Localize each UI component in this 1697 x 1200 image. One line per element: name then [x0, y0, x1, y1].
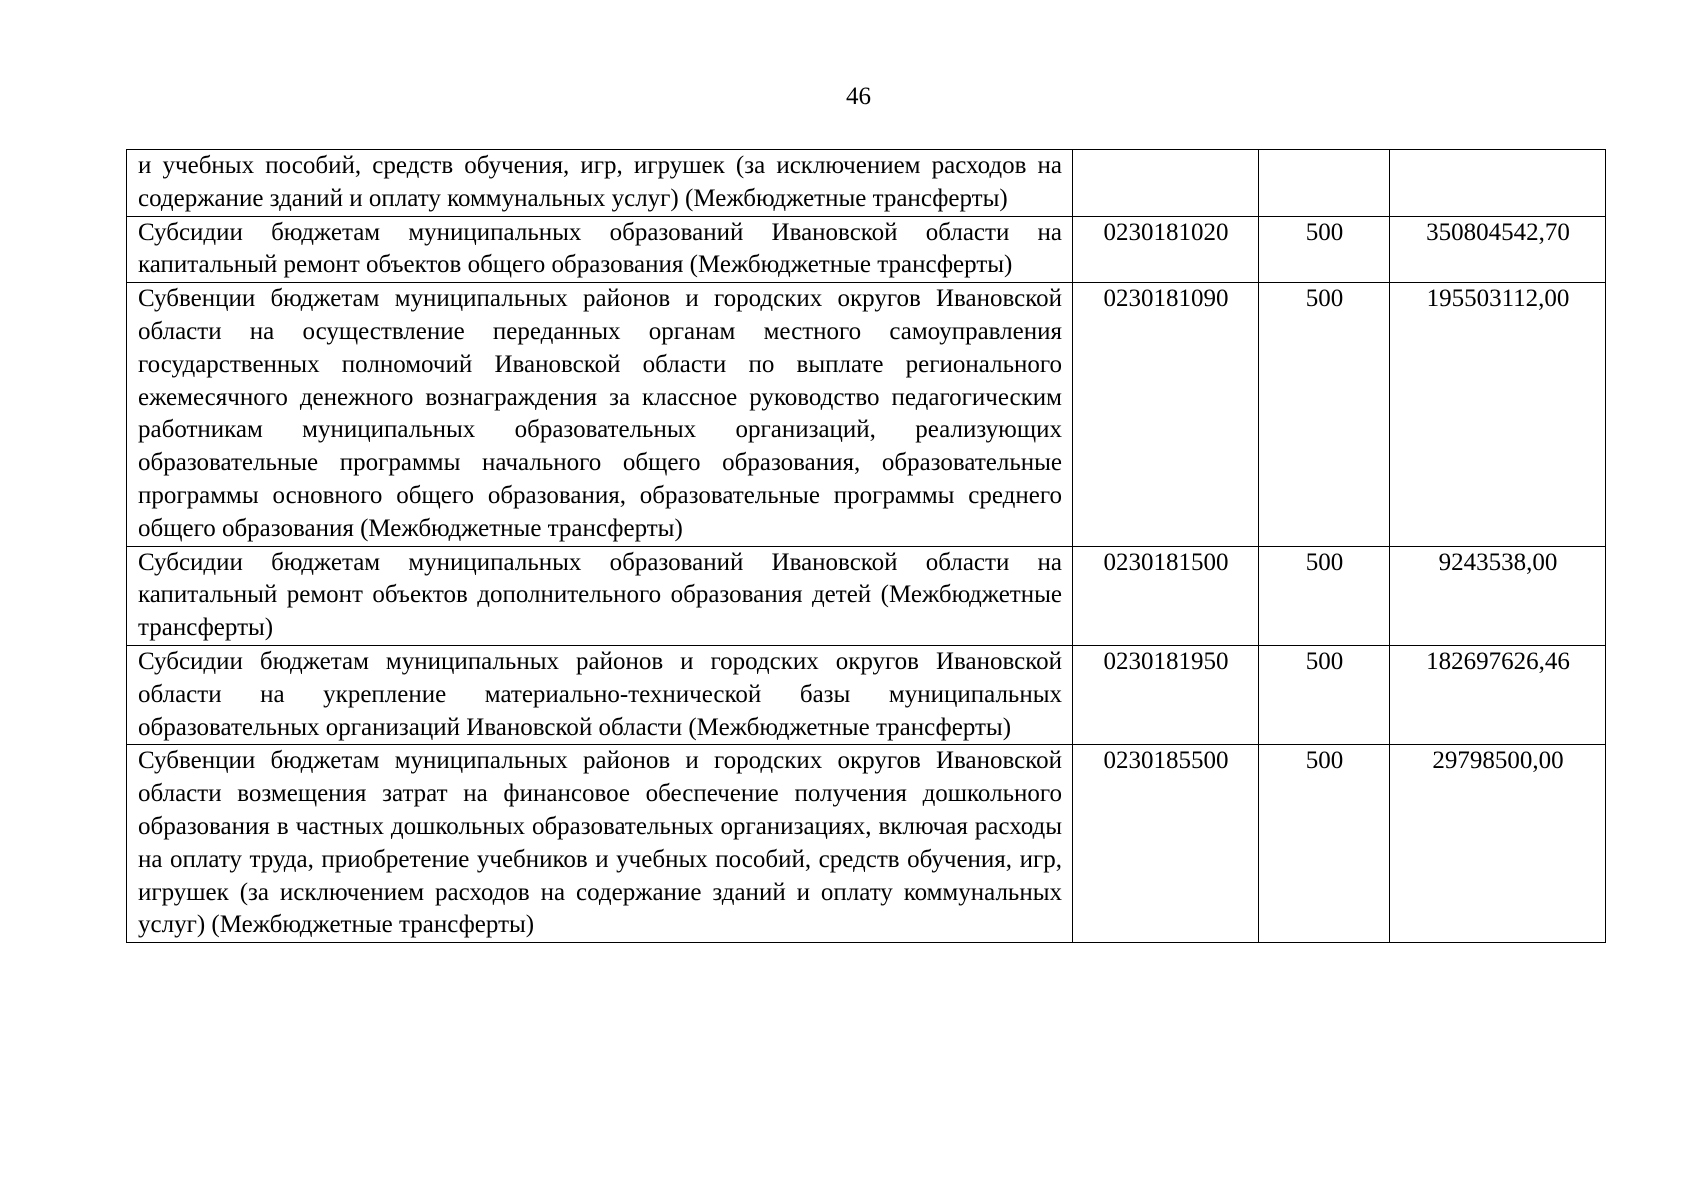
row-description: Субсидии бюджетам муниципальных образований Ивановской области на капитальный ремонт объектов общего образования (Межбюджетные трансферты) [127, 216, 1073, 283]
row-amount [1390, 150, 1606, 217]
row-amount: 195503112,00 [1390, 283, 1606, 546]
row-amount: 9243538,00 [1390, 546, 1606, 645]
table-row [127, 745, 1606, 943]
row-amount: 29798500,00 [1390, 745, 1606, 943]
row-description: Субсидии бюджетам муниципальных районов и городских округов Ивановской области на укрепление материально-технической базы муниципальных образовательных организаций Ивановской области (Межбюджетные трансферты) [127, 645, 1073, 744]
row-expense-type: 500 [1259, 645, 1390, 744]
row-expense-type: 500 [1259, 216, 1390, 283]
row-target-code: 0230181020 [1073, 216, 1259, 283]
row-target-code: 0230181500 [1073, 546, 1259, 645]
table-row [127, 546, 1606, 645]
row-description: Субвенции бюджетам муниципальных районов и городских округов Ивановской области возмещения затрат на финансовое обеспечение получения дошкольного образования в частных дошкольных образовательных организациях, включая расходы на оплату труда, приобретение учебников и учебных пособий, средств обучения, игр, игрушек (за исключением расходов на содержание зданий и оплату коммунальных услуг) (Межбюджетные трансферты) [127, 745, 1073, 943]
row-target-code: 0230181090 [1073, 283, 1259, 546]
budget-table [126, 149, 1606, 943]
row-target-code: 0230185500 [1073, 745, 1259, 943]
page-number: 46 [846, 83, 871, 110]
table-row [127, 216, 1606, 283]
row-amount: 182697626,46 [1390, 645, 1606, 744]
row-description: Субсидии бюджетам муниципальных образований Ивановской области на капитальный ремонт объектов дополнительного образования детей (Межбюджетные трансферты) [127, 546, 1073, 645]
row-target-code [1073, 150, 1259, 217]
row-description: и учебных пособий, средств обучения, игр, игрушек (за исключением расходов на содержание зданий и оплату коммунальных услуг) (Межбюджетные трансферты) [127, 150, 1073, 217]
row-expense-type: 500 [1259, 283, 1390, 546]
table-row [127, 283, 1606, 546]
row-target-code: 0230181950 [1073, 645, 1259, 744]
row-expense-type [1259, 150, 1390, 217]
row-amount: 350804542,70 [1390, 216, 1606, 283]
table-row [127, 150, 1606, 217]
row-expense-type: 500 [1259, 546, 1390, 645]
row-expense-type: 500 [1259, 745, 1390, 943]
table-row [127, 645, 1606, 744]
row-description: Субвенции бюджетам муниципальных районов и городских округов Ивановской области на осуществление переданных органам местного самоуправления государственных полномочий Ивановской области по выплате регионального ежемесячного денежного вознаграждения за классное руководство педагогическим работникам муниципальных образовательных организаций, реализующих образовательные программы начального общего образования, образовательные программы основного общего образования, образовательные программы среднего общего образования (Межбюджетные трансферты) [127, 283, 1073, 546]
